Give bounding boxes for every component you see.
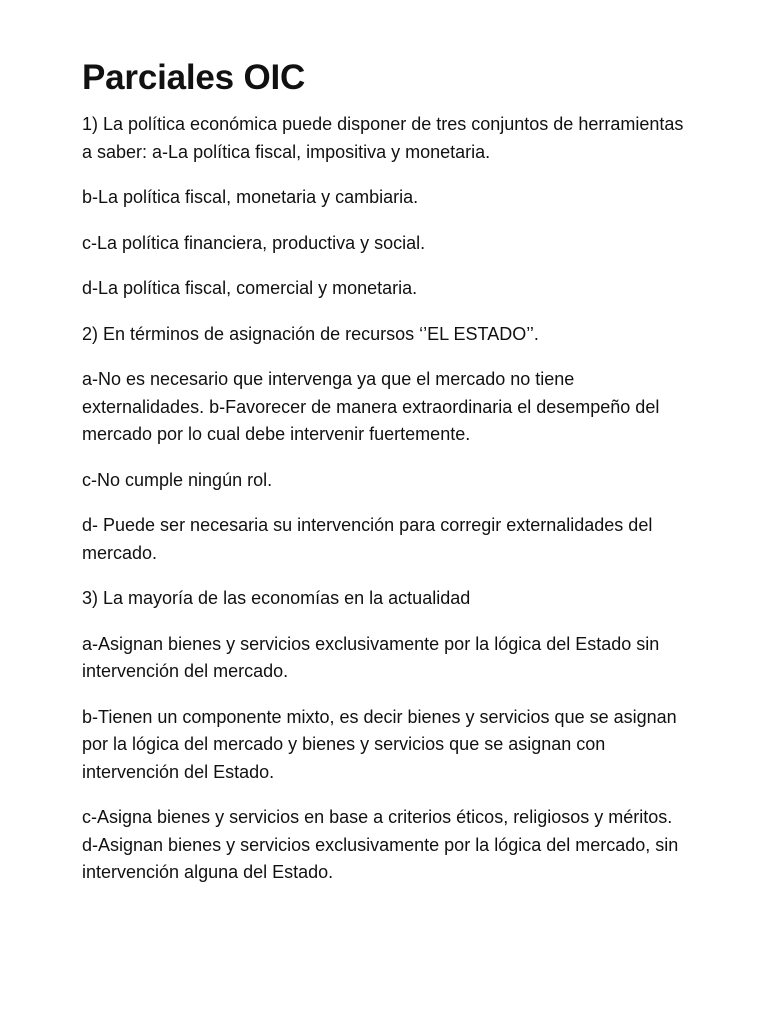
question-3-prompt: 3) La mayoría de las economías en la actualidad	[82, 588, 471, 608]
question-3-option-a: a-Asignan bienes y servicios exclusivamente por la lógica del Estado sin intervención del mercado.	[82, 633, 660, 681]
question-2-option-d: d- Puede ser necesaria su intervención para corregir externalidades del mercado.	[82, 515, 653, 563]
question-2-option-a-b: a-No es necesario que intervenga ya que el mercado no tiene externalidades. b-Favorecer de manera extraordinaria el desempeño del mercado por lo cual debe intervenir fuertemente.	[82, 369, 660, 444]
question-3-option-b: b-Tienen un componente mixto, es decir bienes y servicios que se asignan por la lógica del mercado y bienes y servicios que se asignan con intervención del Estado.	[82, 706, 677, 782]
document-page	[82, 56, 692, 905]
question-1-option-b: b-La política fiscal, monetaria y cambiaria.	[82, 187, 419, 207]
question-1-option-d: d-La política fiscal, comercial y monetaria.	[82, 278, 418, 298]
question-3-option-c-d: c-Asigna bienes y servicios en base a criterios éticos, religiosos y méritos. d-Asignan bienes y servicios exclusivamente por la lógica del mercado, sin intervención alguna del Estado.	[82, 807, 679, 882]
question-1-prompt: 1) La política económica puede disponer de tres conjuntos de herramientas a saber: a-La política fiscal, impositiva y monetaria.	[82, 114, 684, 162]
page-title: Parciales OIC	[82, 58, 306, 97]
question-2-prompt: 2) En términos de asignación de recursos ‘’EL ESTADO’’.	[82, 323, 539, 344]
question-2-option-c: c-No cumple ningún rol.	[82, 469, 273, 490]
question-1-option-c: c-La política financiera, productiva y social.	[82, 232, 426, 253]
